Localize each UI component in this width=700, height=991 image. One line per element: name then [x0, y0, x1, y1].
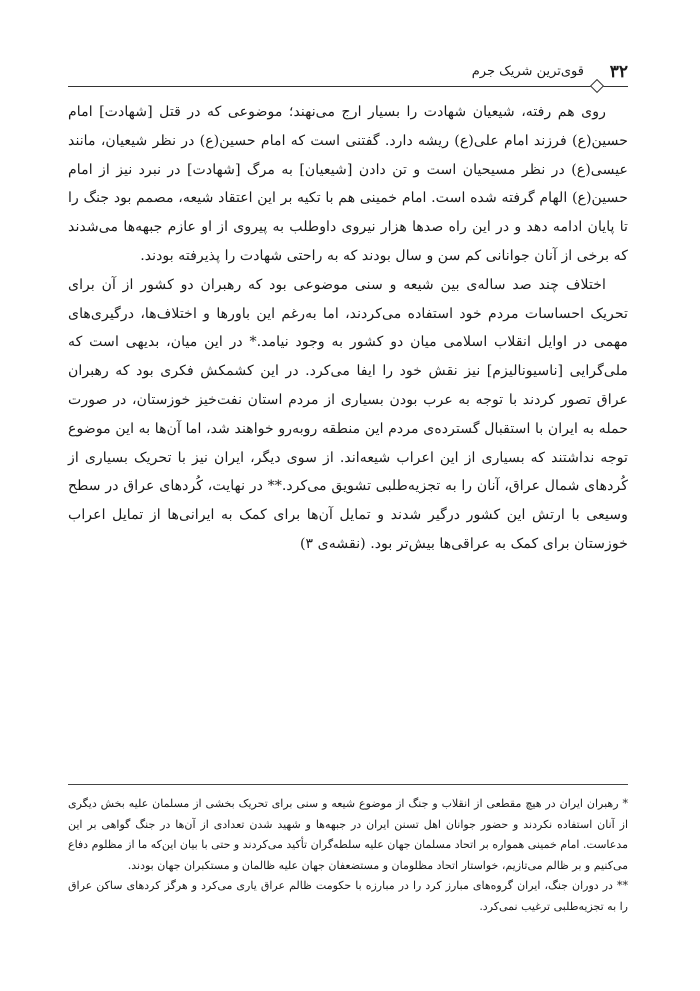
footnotes: [68, 794, 628, 918]
paragraph-1: روی هم رفته، شیعیان شهادت را بسیار ارج می‌نهند؛ موضوعی که در قتل [شهادت] امام حسین(ع) فرزند امام علی(ع) ریشه دارد. گفتنی است که امام حسین(ع) در نظر شیعیان، مانند عیسی(ع) در نظر مسیحیان است و تن دادن [شیعیان] به مرگ [شهادت] در نبرد نیز از امام حسین(ع) الهام گرفته شده است. امام خمینی هم با تکیه بر این اعتقاد شیعه، مصمم بود جنگ را تا پایان ادامه دهد و در این راه صدها هزار نیروی داوطلب به پیروی از او عازم جبهه‌ها می‌شدند که برخی از آنان جوانانی کم سن و سال بودند که به راحتی شهادت را پذیرفته بودند.: [68, 104, 628, 264]
page-number: ۳۲: [609, 62, 628, 82]
running-header: [68, 60, 628, 90]
body-text: [68, 98, 628, 559]
footnote-1: * رهبران ایران در هیچ مقطعی از انقلاب و جنگ از موضوع شیعه و سنی برای تحریک بخشی از مسلمان علیه بخش دیگری از آنان استفاده نکردند و حضور جوانان اهل تسنن ایران در جبهه‌ها و شهید شدن تعدادی از آن‌ها در جنگ گواهی بر این مدعاست. امام خمینی همواره بر اتحاد مسلمان جهان علیه سلطه‌گران تأکید می‌کردند و حتی با بیان این‌که ما از مظلوم دفاع می‌کنیم و بر ظالم می‌تازیم، خواستار اتحاد مظلومان و مستضعفان جهان علیه ظالمان و مستکبران جهان بودند.: [68, 797, 628, 872]
paragraph-2: اختلاف چند صد ساله‌ی بین شیعه و سنی موضوعی بود که رهبران دو کشور از آن برای تحریک احساسات مردم خود استفاده می‌کردند، اما به‌رغم این باورها و اختلاف‌ها، درگیری‌های مهمی در اوایل انقلاب اسلامی میان دو کشور به وجود نیامد.* در این میان، بدیهی است که ملی‌گرایی [ناسیونالیزم] نیز نقش خود را ایفا می‌کرد. در این کشمکش فکری بود که رهبران عراق تصور کردند با توجه به عرب بودن بسیاری از مردم استان نفت‌خیز خوزستان، در صورت حمله به ایران با استقبال گسترده‌ی مردم این منطقه روبه‌رو خواهند شد، اما آن‌ها به این موضوع توجه نداشتند که بسیاری از این اعراب شیعه‌اند. از سوی دیگر، ایران نیز با تحریک بسیاری از کُردهای شمال عراق، آنان را به تجزیه‌طلبی تشویق می‌کرد.** در نهایت، کُردهای عراق در سطح وسیعی با ارتش این کشور درگیر شدند و تمایل آن‌ها برای کمک به ایرانی‌ها از تمایل اعراب خوزستان برای کمک به عراقی‌ها بیش‌تر بود. (نقشه‌ی ۳): [68, 276, 628, 552]
running-title: قوی‌ترین شریک جرم: [471, 64, 584, 79]
diamond-ornament-icon: [590, 79, 604, 93]
header-rule: [68, 86, 628, 87]
footnote-divider: [68, 784, 628, 785]
footnote-2: ** در دوران جنگ، ایران گروه‌های مبارز کرد را در مبارزه با حکومت ظالم عراق یاری می‌کرد و هرگز کردهای ساکن عراق را به تجزیه‌طلبی ترغیب نمی‌کرد.: [68, 879, 628, 913]
